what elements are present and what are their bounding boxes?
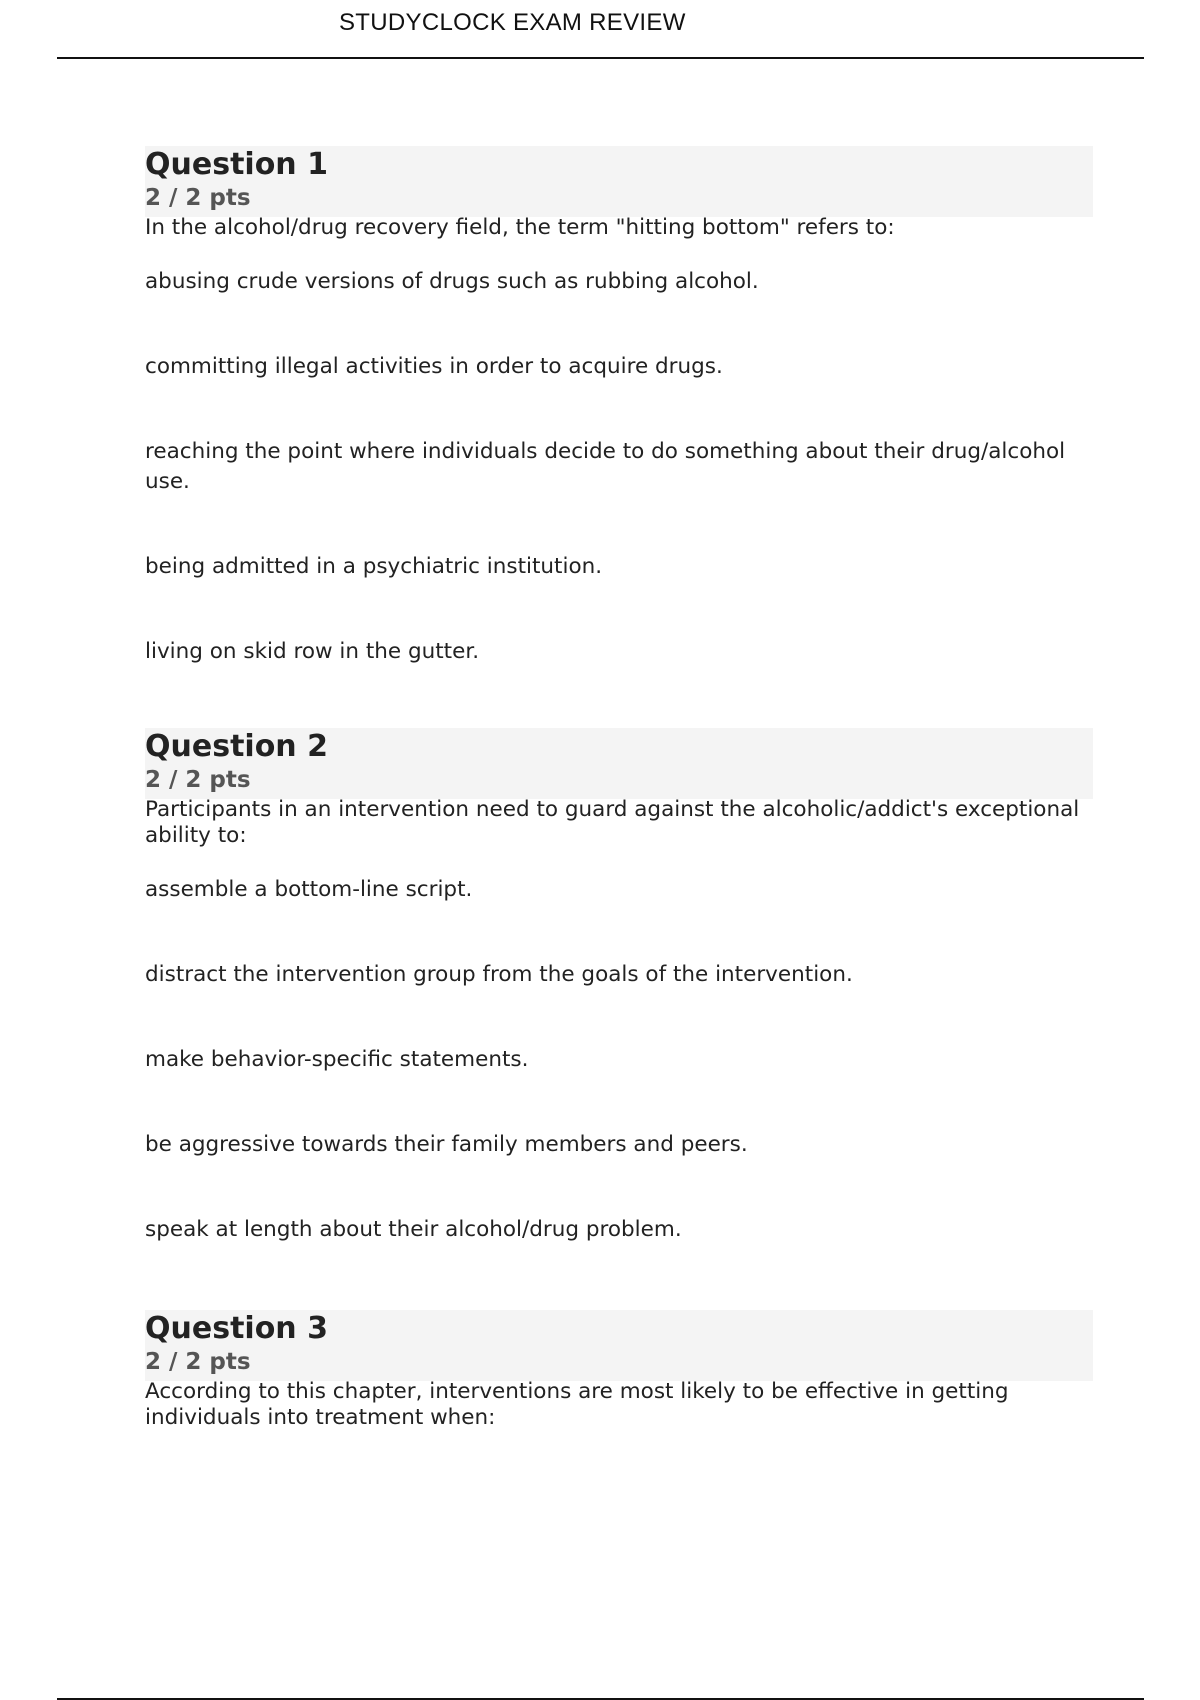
question-title: Question 2	[145, 729, 328, 764]
question-prompt: According to this chapter, interventions are most likely to be effective in getting individuals into treatment when:	[145, 1379, 1009, 1430]
question-header	[145, 1310, 1093, 1381]
question-1	[145, 146, 1093, 667]
answer-option[interactable]: speak at length about their alcohol/drug problem.	[145, 1217, 682, 1242]
question-prompt: In the alcohol/drug recovery field, the term "hitting bottom" refers to:	[145, 215, 895, 240]
question-points: 2 / 2 pts	[145, 1349, 251, 1375]
answer-option[interactable]: living on skid row in the gutter.	[145, 639, 480, 664]
question-2	[145, 728, 1093, 1245]
answer-list	[145, 875, 1093, 1245]
answer-option[interactable]: reaching the point where individuals decide to do something about their drug/alcohol use.	[145, 439, 1066, 494]
answer-option[interactable]: committing illegal activities in order to acquire drugs.	[145, 354, 723, 379]
answer-option[interactable]: assemble a bottom-line script.	[145, 877, 473, 902]
answer-list	[145, 267, 1093, 667]
page-header-title: STUDYCLOCK EXAM REVIEW	[339, 9, 686, 36]
question-prompt: Participants in an intervention need to guard against the alcoholic/addict's exceptional ability to:	[145, 797, 1080, 848]
question-title: Question 1	[145, 147, 328, 182]
answer-option[interactable]: distract the intervention group from the goals of the intervention.	[145, 962, 853, 987]
question-header	[145, 728, 1093, 799]
question-3	[145, 1310, 1093, 1431]
question-points: 2 / 2 pts	[145, 185, 251, 211]
question-points: 2 / 2 pts	[145, 767, 251, 793]
answer-option[interactable]: being admitted in a psychiatric institution.	[145, 554, 603, 579]
question-header	[145, 146, 1093, 217]
answer-option[interactable]: make behavior-specific statements.	[145, 1047, 529, 1072]
header-divider	[57, 57, 1144, 59]
answer-option[interactable]: be aggressive towards their family members and peers.	[145, 1132, 748, 1157]
question-title: Question 3	[145, 1311, 328, 1346]
answer-option[interactable]: abusing crude versions of drugs such as rubbing alcohol.	[145, 269, 759, 294]
